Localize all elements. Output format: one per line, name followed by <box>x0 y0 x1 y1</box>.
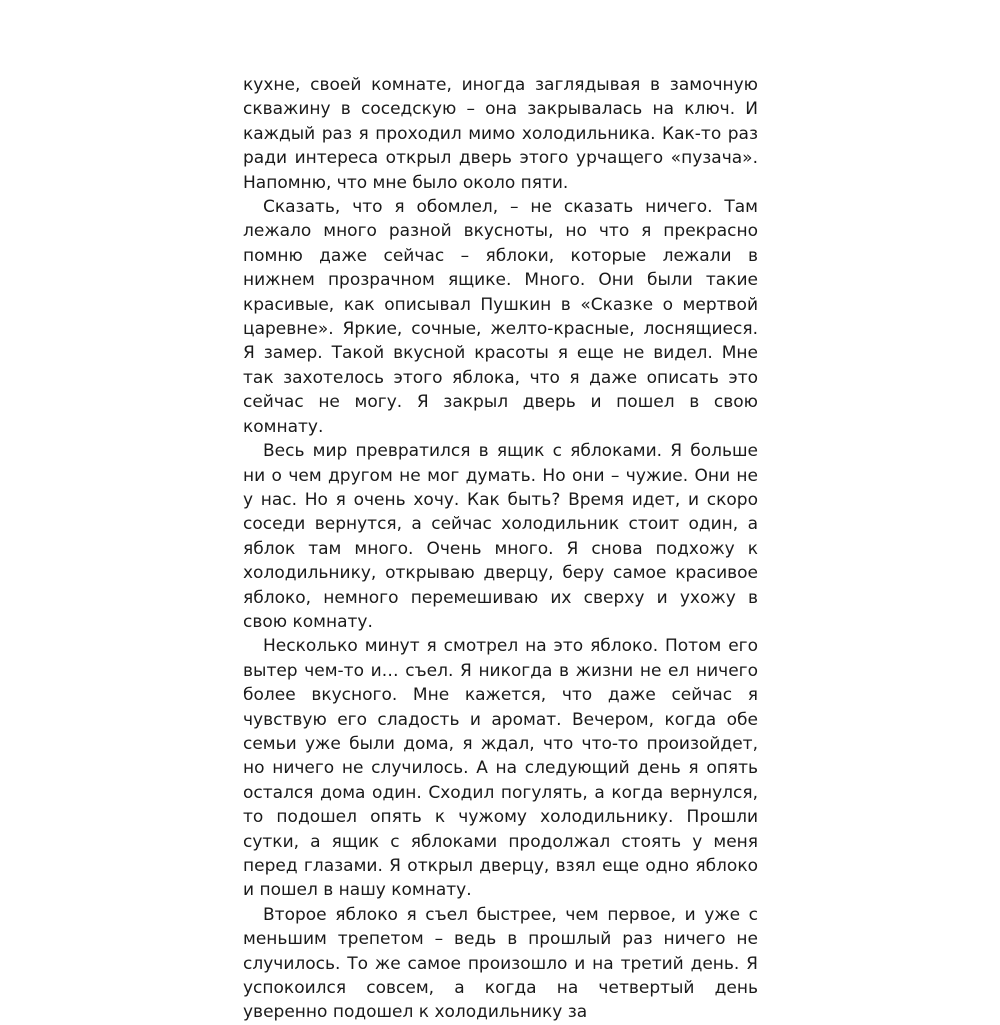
paragraph-2: Сказать, что я обомлел, – не сказать ничего. Там лежало много разной вкусноты, но что я прекрасно помню даже сейчас – яблоки, которые лежали в нижнем прозрачном ящике. Много. Они были такие красивые, как описывал Пушкин в «Сказке о мертвой царевне». Яркие, сочные, желто-красные, лоснящиеся. Я замер. Такой вкусной красоты я еще не видел. Мне так захотелось этого яблока, что я даже описать это сейчас не могу. Я закрыл дверь и пошел в свою комнату. <box>243 197 758 437</box>
paragraph-5: Второе яблоко я съел быстрее, чем первое, и уже с меньшим трепетом – ведь в прошлый раз ничего не случилось. То же самое произошло и на третий день. Я успокоился совсем, а когда на четвертый день уверенно подошел к холодильнику за <box>243 904 758 1023</box>
paragraph-3: Весь мир превратился в ящик с яблоками. Я больше ни о чем другом не мог думать. Но они – чужие. Они не у нас. Но я очень хочу. Как быть? Время идет, и скоро соседи вернутся, а сейчас холодильник стоит один, а яблок там много. Очень много. Я снова подхожу к холодильнику, открываю дверцу, беру самое красивое яблоко, немного перемешиваю их сверху и ухожу в свою комнату. <box>243 441 758 632</box>
body-text <box>243 73 758 1025</box>
paragraph-4: Несколько минут я смотрел на это яблоко. Потом его вытер чем-то и… съел. Я никогда в жизни не ел ничего более вкусного. Мне кажется, что даже сейчас я чувствую его сладость и аромат. Вечером, когда обе семьи уже были дома, я ждал, что что-то произойдет, но ничего не случилось. А на следующий день я опять остался дома один. Сходил погулять, а когда вернулся, то подошел опять к чужому холодильнику. Прошли сутки, а ящик с яблоками продолжал стоять у меня перед глазами. Я открыл дверцу, взял еще одно яблоко и пошел в нашу комнату. <box>243 636 758 901</box>
paragraph-1: кухне, своей комнате, иногда заглядывая в замочную скважину в соседскую – она закрывалась на ключ. И каждый раз я проходил мимо холодильника. Как-то раз ради интереса открыл дверь этого урчащего «пузача». Напомню, что мне было около пяти. <box>243 75 758 193</box>
